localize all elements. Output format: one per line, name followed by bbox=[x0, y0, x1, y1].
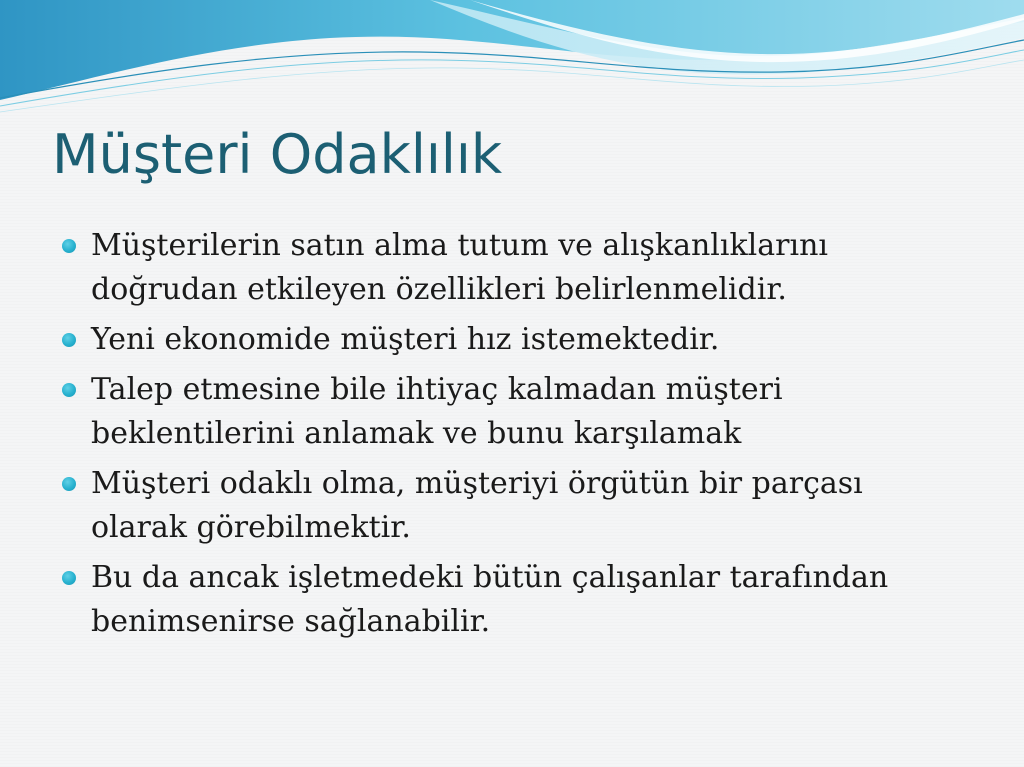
slide-title: Müşteri Odaklılık bbox=[52, 123, 503, 186]
bullet-circle-icon bbox=[62, 571, 76, 585]
bullet-circle-icon bbox=[62, 333, 76, 347]
bullet-item bbox=[62, 318, 962, 362]
wave-header-decoration bbox=[0, 0, 1024, 120]
bullet-circle-icon bbox=[62, 383, 76, 397]
bullet-circle-icon bbox=[62, 239, 76, 253]
bullet-circle-icon bbox=[62, 477, 76, 491]
bullet-list bbox=[62, 224, 962, 650]
bullet-item bbox=[62, 368, 962, 456]
bullet-item bbox=[62, 556, 962, 644]
bullet-item bbox=[62, 462, 962, 550]
bullet-text: Müşterilerin satın alma tutum ve alışkanlıklarını doğrudan etkileyen özellikleri belirlenmelidir. bbox=[91, 228, 828, 307]
bullet-text: Yeni ekonomide müşteri hız istemektedir. bbox=[91, 322, 720, 357]
bullet-text: Talep etmesine bile ihtiyaç kalmadan müşteri beklentilerini anlamak ve bunu karşılamak bbox=[91, 372, 783, 451]
bullet-item bbox=[62, 224, 962, 312]
bullet-text: Müşteri odaklı olma, müşteriyi örgütün bir parçası olarak görebilmektir. bbox=[91, 466, 863, 545]
bullet-text: Bu da ancak işletmedeki bütün çalışanlar tarafından benimsenirse sağlanabilir. bbox=[91, 560, 889, 639]
